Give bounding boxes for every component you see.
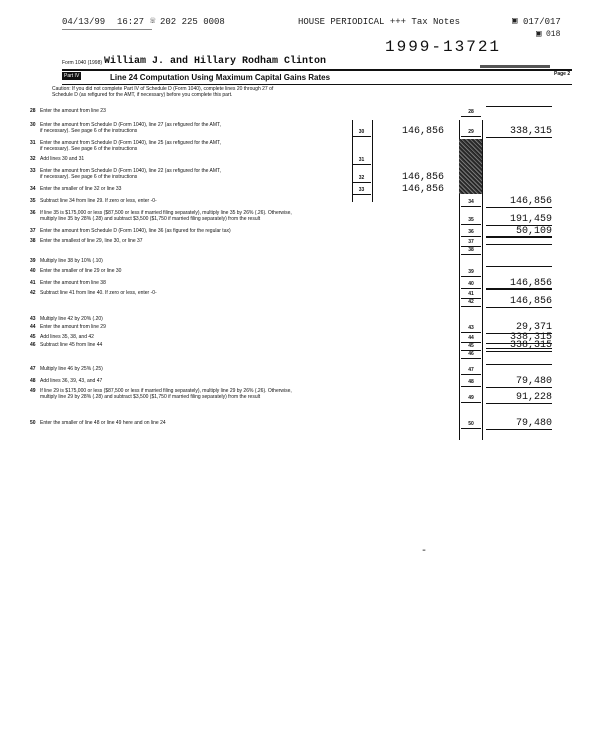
line-description: [40, 366, 370, 372]
right-line-box: [461, 186, 481, 194]
right-amount[interactable]: 79,480: [486, 418, 552, 430]
line-number: 32: [30, 156, 36, 162]
line-description: [40, 228, 370, 234]
mid-line-box: [352, 198, 371, 206]
right-amount[interactable]: [486, 266, 552, 267]
caution-line-1: Caution: If you did not complete Part IV of Schedule D (Form 1040), complete lines 20 through 27 of: [52, 86, 274, 92]
right-amount[interactable]: 338,315: [486, 332, 552, 344]
fax-page-icon-2: ▣: [536, 29, 542, 39]
right-line-box: 36: [461, 228, 481, 237]
mid-line-box: [352, 146, 371, 154]
mid-line-box: [352, 298, 371, 306]
line-number: 46: [30, 342, 36, 348]
right-amount[interactable]: 146,856: [486, 278, 552, 290]
line-number: 34: [30, 186, 36, 192]
mid-line-box: [352, 334, 371, 342]
line-text: Enter the smaller of line 48 or line 49 here and on line 24: [40, 420, 166, 426]
caution-note: [52, 86, 412, 98]
line-description: [40, 280, 370, 286]
fax-page-number: 018: [546, 30, 561, 39]
right-line-box: 50: [461, 420, 481, 429]
mid-line-box: [352, 108, 371, 116]
part-badge: Part IV: [64, 73, 80, 79]
line-number: 35: [30, 198, 36, 204]
form-line: [0, 298, 600, 308]
mid-line-box: [352, 394, 371, 402]
line-text: Add lines 30 and 31: [40, 156, 85, 162]
line-text: Enter the amount from line 29: [40, 324, 106, 330]
line-number: 39: [30, 258, 36, 264]
line-number: 44: [30, 324, 36, 330]
line-text: Enter the amount from line 23: [40, 108, 106, 114]
line-number: 42: [30, 290, 36, 296]
form-line: [0, 186, 600, 196]
fax-page-of: 017/017: [523, 17, 561, 27]
form-line: [0, 378, 600, 388]
mid-line-box: 32: [352, 174, 371, 183]
line-text: Add lines 35, 38, and 42: [40, 334, 94, 340]
form-line: [0, 388, 600, 403]
fax-phone: 202 225 0008: [160, 17, 225, 27]
stray-mark: -: [421, 546, 428, 557]
right-line-box: [461, 156, 481, 164]
line-number: 31: [30, 140, 36, 146]
line-description: [40, 168, 370, 180]
right-line-box: 41: [461, 290, 481, 299]
form-line: [0, 268, 600, 278]
caution-line-2: Schedule D (as refigured for the AMT, if necessary) before you complete this part.: [52, 92, 233, 98]
right-line-box: [461, 316, 481, 324]
right-line-box: 34: [461, 198, 481, 207]
line-description: [40, 316, 370, 322]
document-number: 1999-13721: [385, 38, 502, 56]
line-description: [40, 238, 370, 244]
line-text: if necessary). See page 6 of the instructions: [40, 128, 138, 134]
right-line-box: 39: [461, 268, 481, 277]
mid-amount[interactable]: 146,856: [401, 172, 444, 183]
line-number: 40: [30, 268, 36, 274]
mid-line-box: [352, 228, 371, 236]
line-number: 43: [30, 316, 36, 322]
right-amount[interactable]: 146,856: [486, 296, 552, 308]
mid-line-box: 33: [352, 186, 371, 195]
line-description: [40, 342, 370, 348]
right-line-box: 40: [461, 280, 481, 289]
mid-line-box: [352, 258, 371, 266]
line-text: Enter the smaller of line 29 or line 30: [40, 268, 122, 274]
mid-line-box: [352, 366, 371, 374]
form-line: [0, 246, 600, 256]
line-text: Subtract line 45 from line 44: [40, 342, 103, 348]
right-line-box: 43: [461, 324, 481, 333]
line-text: Enter the amount from line 38: [40, 280, 106, 286]
line-description: [40, 268, 370, 274]
mid-line-box: [352, 420, 371, 428]
mid-line-box: [352, 316, 371, 324]
line-number: 49: [30, 388, 36, 394]
line-text: If line 29 is $175,000 or less ($87,500 or less if married filing separately), multiply line 29 by 26% (.26). Otherwise,: [40, 388, 292, 394]
line-text: Enter the amount from Schedule D (Form 1040), line 27 (as refigured for the AMT,: [40, 122, 221, 128]
line-text: Multiply line 38 by 10% (.10): [40, 258, 103, 264]
form-line: [0, 198, 600, 208]
mid-line-box: 31: [352, 156, 371, 165]
right-line-box: 28: [461, 108, 481, 117]
right-line-box: 37: [461, 238, 481, 247]
line-text: if necessary). See page 6 of the instructions: [40, 146, 138, 152]
taxpayer-name: William J. and Hillary Rodham Clinton: [104, 56, 327, 67]
fax-artifact-line: [62, 29, 152, 30]
header-rule: [62, 69, 572, 71]
line-description: [40, 198, 370, 204]
mid-line-box: [352, 342, 371, 350]
right-line-box: 48: [461, 378, 481, 387]
form-line: [0, 140, 600, 150]
line-description: [40, 388, 370, 400]
form-line: [0, 108, 600, 118]
part-rule: [62, 84, 572, 85]
line-text: Enter the smallest of line 29, line 30, or line 37: [40, 238, 143, 244]
line-text: Subtract line 41 from line 40. If zero or less, enter -0-: [40, 290, 157, 296]
phone-icon: ☏: [150, 16, 156, 26]
mid-amount[interactable]: 146,856: [401, 184, 444, 195]
fax-station: HOUSE PERIODICAL +++ Tax Notes: [298, 17, 461, 27]
line-number: 47: [30, 366, 36, 372]
right-line-box: 38: [461, 246, 481, 255]
line-description: [40, 258, 370, 264]
line-text: multiply line 29 by 28% (.28) and subtract $3,500 ($1,750 if married filing separately) from the result: [40, 394, 261, 400]
page-label: Page 2: [554, 71, 571, 77]
mid-line-box: [352, 280, 371, 288]
line-text: if necessary). See page 6 of the instructions: [40, 174, 138, 180]
mid-line-box: [352, 290, 371, 298]
right-amount[interactable]: 91,228: [486, 392, 552, 404]
mid-line-box: [352, 246, 371, 254]
line-text: Enter the amount from Schedule D (Form 1040), line 25 (as refigured for the AMT,: [40, 140, 221, 146]
form-line: [0, 366, 600, 376]
form-line: [0, 168, 600, 183]
right-amount[interactable]: 50,109: [486, 226, 552, 238]
form-line: [0, 350, 600, 360]
part-title: Line 24 Computation Using Maximum Capital Gains Rates: [110, 73, 331, 82]
right-line-box: [461, 146, 481, 154]
mid-line-box: [352, 324, 371, 332]
line-number: 30: [30, 122, 36, 128]
right-amount[interactable]: [486, 106, 552, 107]
mid-line-box: [352, 350, 371, 358]
right-amount[interactable]: [486, 244, 552, 245]
line-number: 33: [30, 168, 36, 174]
right-amount[interactable]: 191,459: [486, 214, 552, 226]
line-description: [40, 186, 370, 192]
right-line-box: 44: [461, 334, 481, 343]
line-text: Multiply line 42 by 20% (.20): [40, 316, 103, 322]
right-amount[interactable]: 338,315: [486, 340, 552, 352]
fax-date: 04/13/99: [62, 17, 106, 27]
right-line-box: 49: [461, 394, 481, 403]
line-number: 38: [30, 238, 36, 244]
line-description: [40, 122, 370, 134]
form-line: [0, 420, 600, 430]
line-text: Add lines 36, 39, 43, and 47: [40, 378, 103, 384]
mid-line-box: [352, 238, 371, 246]
right-line-box: [461, 174, 481, 182]
line-description: [40, 156, 370, 162]
line-number: 45: [30, 334, 36, 340]
line-description: [40, 140, 370, 152]
right-line-box: 35: [461, 216, 481, 225]
line-text: Enter the smaller of line 32 or line 33: [40, 186, 122, 192]
line-number: 41: [30, 280, 36, 286]
line-text: If line 35 is $175,000 or less ($87,500 or less if married filing separately), multiply line 35 by 26% (.26). Otherwise,: [40, 210, 292, 216]
line-text: Enter the amount from Schedule D (Form 1040), line 36 (as figured for the regular tax): [40, 228, 231, 234]
redaction-bar: [480, 65, 550, 68]
right-amount[interactable]: [486, 288, 552, 289]
line-description: [40, 420, 370, 426]
right-amount[interactable]: [486, 236, 552, 237]
right-amount[interactable]: 29,371: [486, 322, 552, 334]
fax-time: 16:27: [117, 17, 145, 27]
right-line-box: 47: [461, 366, 481, 375]
line-number: 48: [30, 378, 36, 384]
line-description: [40, 324, 370, 330]
right-amount[interactable]: 146,856: [486, 196, 552, 208]
line-text: Enter the amount from Schedule D (Form 1040), line 22 (as refigured for the AMT,: [40, 168, 221, 174]
form-line: [0, 210, 600, 225]
line-description: [40, 108, 370, 114]
right-line-box: [461, 258, 481, 266]
line-number: 50: [30, 420, 36, 426]
mid-line-box: [352, 268, 371, 276]
line-description: [40, 334, 370, 340]
form-line: [0, 156, 600, 166]
line-description: [40, 210, 370, 222]
right-line-box: 46: [461, 350, 481, 359]
line-text: Multiply line 46 by 25% (.25): [40, 366, 103, 372]
right-line-box: 42: [461, 298, 481, 307]
mid-line-box: 30: [352, 128, 371, 137]
mid-line-box: [352, 216, 371, 224]
line-number: 36: [30, 210, 36, 216]
right-line-box: 29: [461, 128, 481, 137]
line-text: multiply line 35 by 28% (.28) and subtract $3,500 ($1,750 if married filing separately) from the result: [40, 216, 261, 222]
line-number: 37: [30, 228, 36, 234]
line-description: [40, 378, 370, 384]
form-label: Form 1040 (1998): [62, 60, 103, 66]
form-line: [0, 122, 600, 137]
mid-line-box: [352, 378, 371, 386]
line-text: Subtract line 34 from line 29. If zero or less, enter -0-: [40, 198, 157, 204]
fax-page-icon: ▣: [512, 16, 518, 26]
right-amount[interactable]: 338,315: [486, 126, 552, 138]
right-line-box: 45: [461, 342, 481, 351]
line-number: 28: [30, 108, 36, 114]
line-description: [40, 290, 370, 296]
mid-amount[interactable]: 146,856: [401, 126, 444, 137]
right-amount[interactable]: [486, 348, 552, 349]
right-amount[interactable]: [486, 364, 552, 365]
right-amount[interactable]: 79,480: [486, 376, 552, 388]
